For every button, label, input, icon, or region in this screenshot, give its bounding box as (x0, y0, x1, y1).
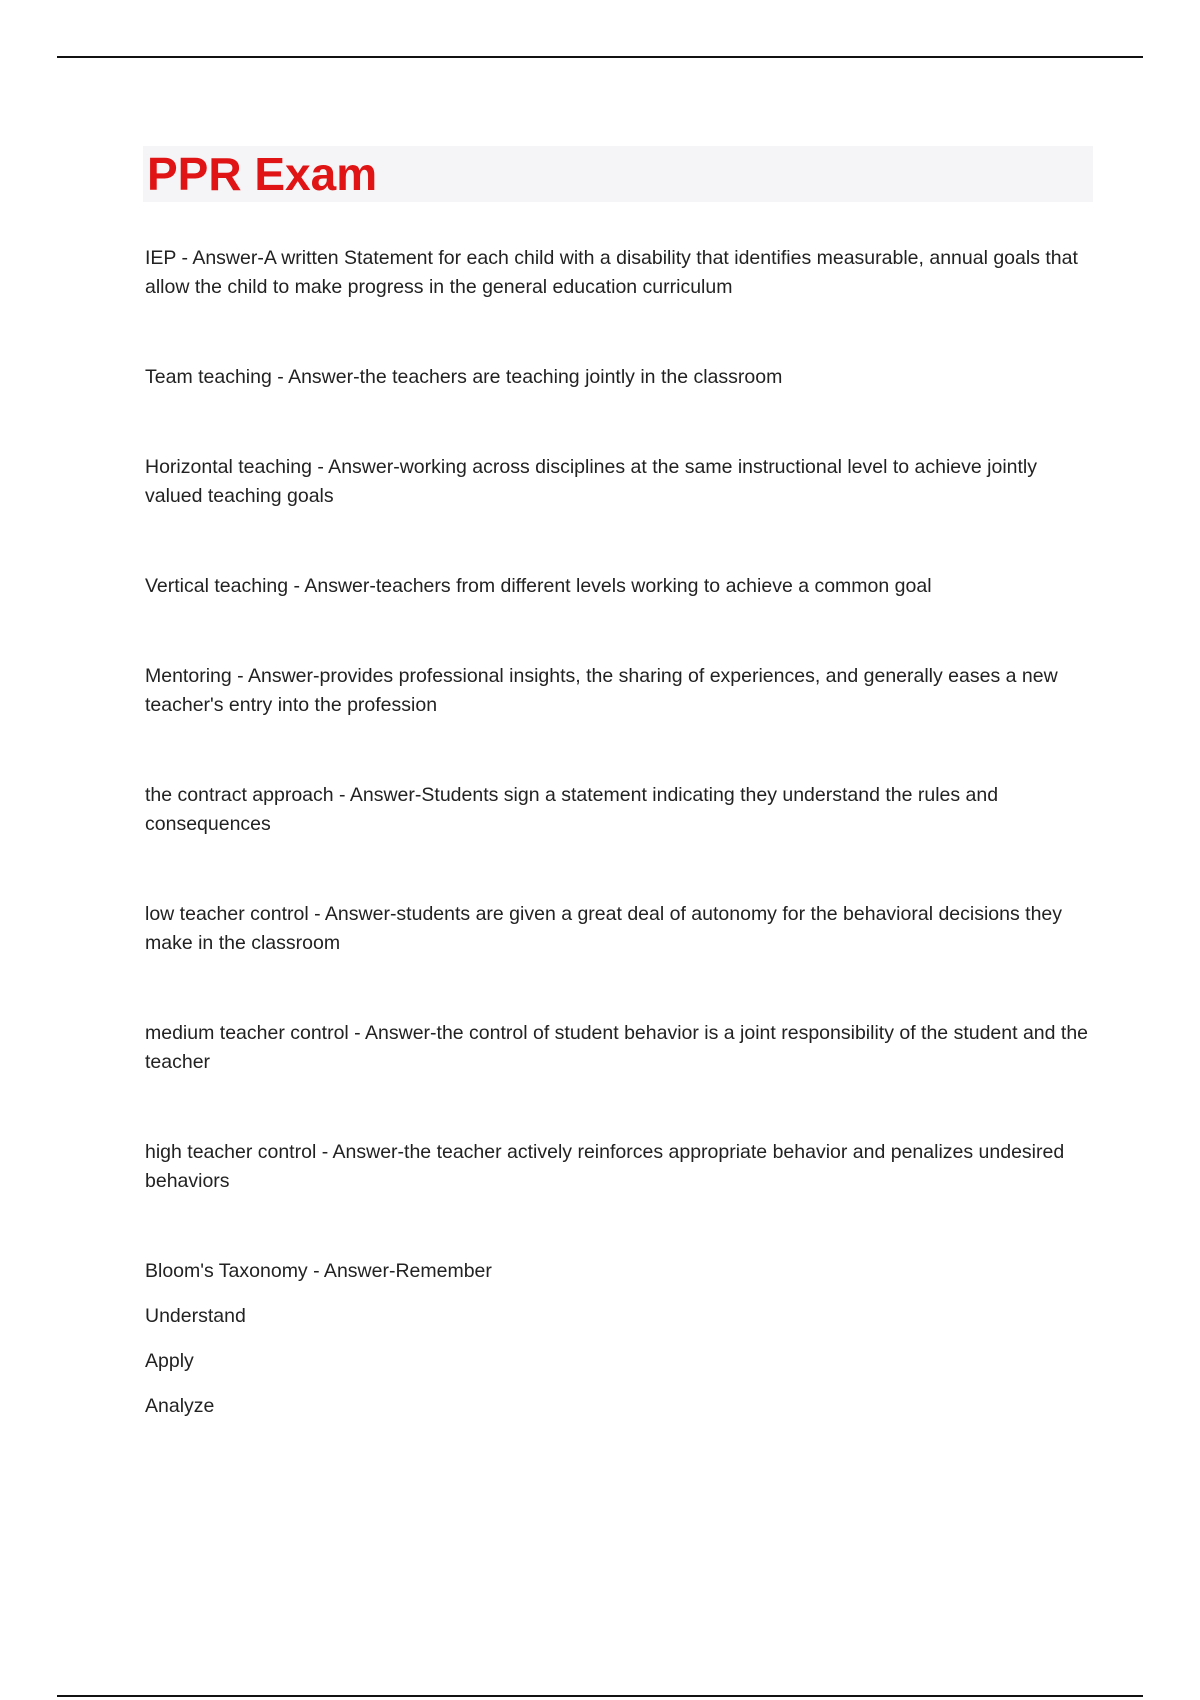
page-title: PPR Exam (147, 148, 378, 200)
qa-entry-iep: IEP - Answer-A written Statement for each child with a disability that identifies measurable, annual goals that allow the child to make progress in the general education curriculum (145, 247, 1078, 298)
qa-entry-high-teacher-control: high teacher control - Answer-the teacher actively reinforces appropriate behavior and penalizes undesired behaviors (145, 1141, 1065, 1192)
blooms-level: Analyze (145, 1395, 215, 1417)
qa-entry-horizontal-teaching: Horizontal teaching - Answer-working across disciplines at the same instructional level to achieve jointly valued teaching goals (145, 456, 1038, 507)
blooms-level: Understand (145, 1305, 246, 1327)
qa-entry-contract-approach: the contract approach - Answer-Students sign a statement indicating they understand the rules and consequences (145, 784, 999, 835)
blooms-level: Apply (145, 1350, 194, 1372)
qa-entry-medium-teacher-control: medium teacher control - Answer-the control of student behavior is a joint responsibility of the student and the teacher (145, 1022, 1089, 1073)
blooms-taxonomy-first-line: Bloom's Taxonomy - Answer-Remember (145, 1260, 492, 1282)
qa-entry-low-teacher-control: low teacher control - Answer-students are given a great deal of autonomy for the behavioral decisions they make in the classroom (145, 903, 1063, 954)
title-banner (143, 146, 1093, 202)
qa-entry-mentoring: Mentoring - Answer-provides professional insights, the sharing of experiences, and generally eases a new teacher's entry into the profession (145, 665, 1058, 716)
qa-list (145, 244, 1095, 1437)
top-rule (57, 56, 1143, 58)
qa-entry-blooms-taxonomy (145, 1257, 1095, 1421)
qa-entry-team-teaching: Team teaching - Answer-the teachers are teaching jointly in the classroom (145, 366, 783, 388)
bottom-rule (57, 1695, 1143, 1697)
qa-entry-vertical-teaching: Vertical teaching - Answer-teachers from different levels working to achieve a common goal (145, 575, 932, 597)
